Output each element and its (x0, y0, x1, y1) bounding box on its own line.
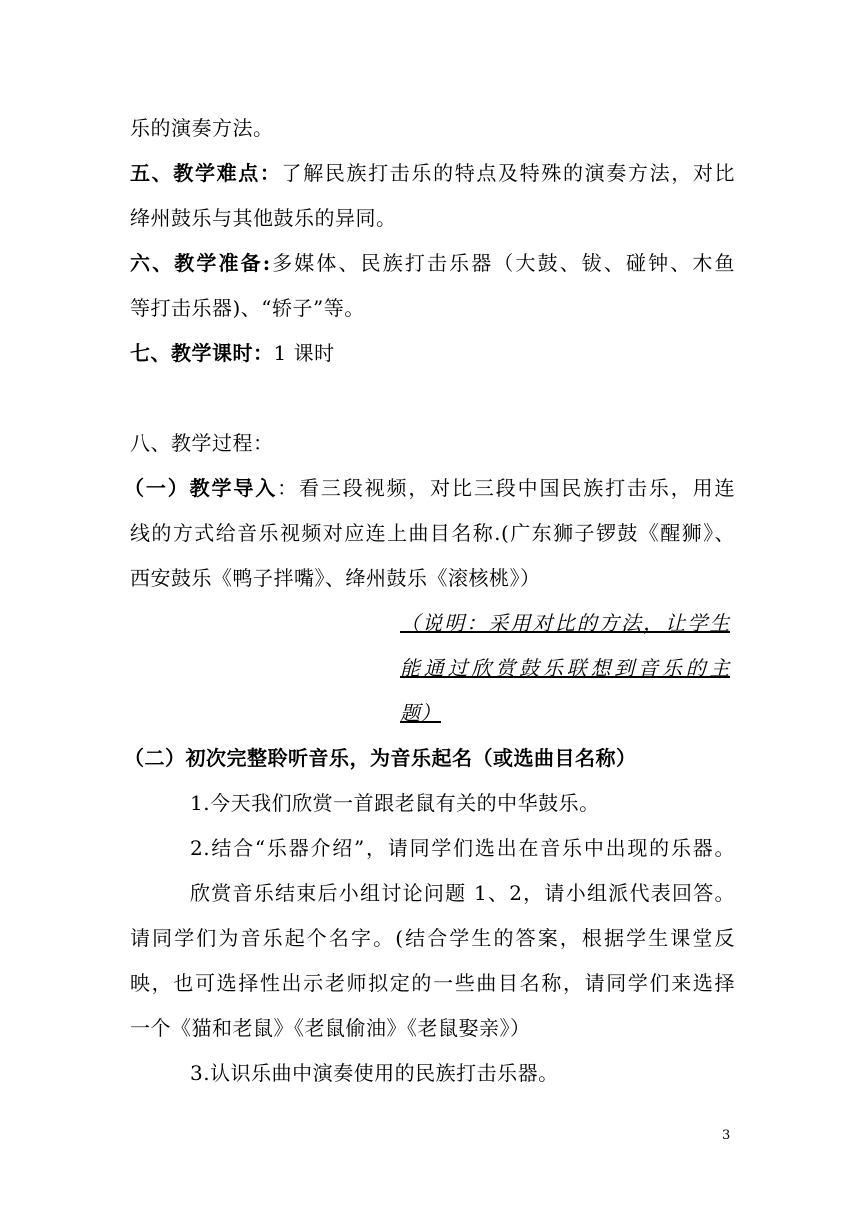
list-item: 1.今天我们欣赏一首跟老鼠有关的中华鼓乐。 (190, 791, 600, 815)
teaching-note-line: 题） (400, 701, 441, 725)
section-five-heading: 五、教学难点： (130, 161, 282, 185)
teaching-note-line: （说明：采用对比的方法，让学生 (400, 611, 730, 635)
section-seven-heading: 七、教学课时： (130, 341, 274, 365)
teaching-note-line: 能通过欣赏鼓乐联想到音乐的主 (400, 656, 730, 680)
part-two-heading: （二）初次完整聆听音乐，为音乐起名（或选曲目名称） (124, 746, 637, 770)
text-line: 西安鼓乐《鸭子拌嘴》、绛州鼓乐《滚核桃》） (130, 566, 541, 590)
list-item: 2.结合“乐器介绍”，请同学们选出在音乐中出现的乐器。 (190, 836, 735, 860)
section-five-text: 了解民族打击乐的特点及特殊的演奏方法，对比 (281, 161, 736, 185)
section-five-line (130, 159, 735, 187)
text-line: 欣赏音乐结束后小组讨论问题 1、2，请小组派代表回答。 (190, 881, 735, 905)
list-item: 3.认识乐曲中演奏使用的民族打击乐器。 (190, 1061, 559, 1085)
page-number: 3 (722, 1128, 731, 1143)
text-line: 映，也可选择性出示老师拟定的一些曲目名称，请同学们来选择 (130, 971, 735, 995)
text-line: 等打击乐器)、“轿子”等。 (130, 296, 365, 320)
section-eight-heading: 八、教学过程： (130, 431, 274, 455)
section-seven-text: 1 课时 (273, 341, 335, 365)
part-one-text: ：看三段视频，对比三段中国民族打击乐，用连 (277, 476, 736, 500)
text-line: 线的方式给音乐视频对应连上曲目名称.(广东狮子锣鼓《醒狮》、 (130, 521, 735, 545)
section-six-line (130, 249, 735, 277)
text-line: 绛州鼓乐与其他鼓乐的异同。 (130, 206, 397, 230)
part-one-heading: （一）教学导入 (124, 476, 278, 500)
text-line: 请同学们为音乐起个名字。(结合学生的答案，根据学生课堂反 (130, 926, 735, 950)
section-six-text: 多媒体、民族打击乐器（大鼓、钹、碰钟、木鱼 (270, 251, 735, 275)
text-line: 一个《猫和老鼠》《老鼠偷油》《老鼠娶亲》） (130, 1016, 531, 1040)
part-one-line (124, 474, 735, 502)
text-line: 乐的演奏方法。 (130, 116, 274, 140)
section-seven-line (130, 339, 735, 367)
section-six-heading: 六、教学准备: (130, 251, 271, 275)
